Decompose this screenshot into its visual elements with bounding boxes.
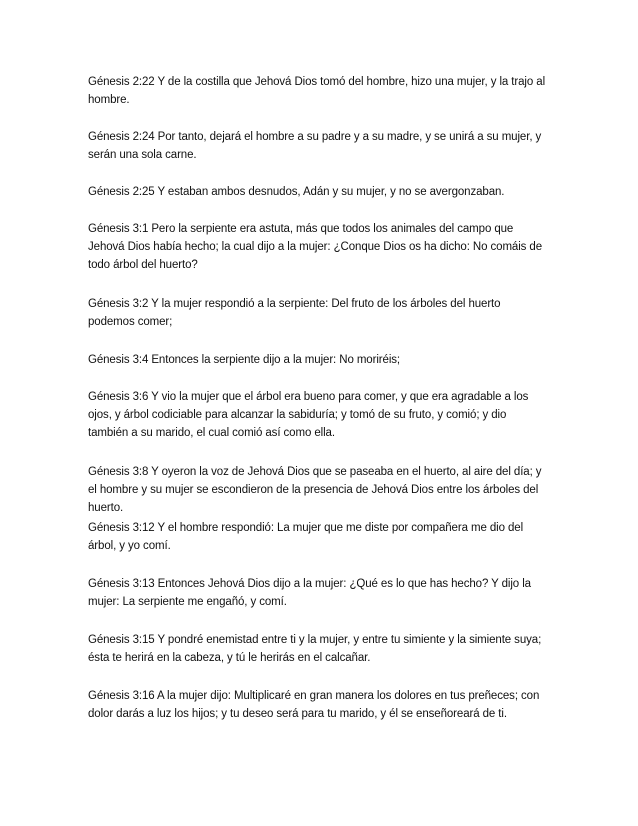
verse-genesis-3-4: Génesis 3:4 Entonces la serpiente dijo a la mujer: No moriréis; — [88, 354, 401, 366]
verse-genesis-2-22: Génesis 2:22 Y de la costilla que Jehová Dios tomó del hombre, hizo una mujer, y la trajo al hombre. — [88, 76, 546, 106]
verse-genesis-3-12: Génesis 3:12 Y el hombre respondió: La mujer que me diste por compañera me dio del árbol, y yo comí. — [88, 522, 524, 552]
verse-genesis-3-2: Génesis 3:2 Y la mujer respondió a la serpiente: Del fruto de los árboles del huerto podemos comer; — [88, 298, 501, 328]
verse-genesis-2-25: Génesis 2:25 Y estaban ambos desnudos, Adán y su mujer, y no se avergonzaban. — [88, 186, 505, 198]
verse-genesis-3-6: Génesis 3:6 Y vio la mujer que el árbol era bueno para comer, y que era agradable a los ojos, y árbol codiciable para alcanzar la sabiduría; y tomó de su fruto, y comió; y dio también a su marido, el cual comió así como ella. — [88, 391, 529, 439]
verse-genesis-3-13: Génesis 3:13 Entonces Jehová Dios dijo a la mujer: ¿Qué es lo que has hecho? Y dijo la mujer: La serpiente me engañó, y comí. — [88, 578, 531, 608]
verse-genesis-3-16: Génesis 3:16 A la mujer dijo: Multiplicaré en gran manera los dolores en tus preñeces; con dolor darás a luz los hijos; y tu deseo será para tu marido, y él se enseñoreará de ti. — [88, 690, 540, 720]
verse-genesis-3-8: Génesis 3:8 Y oyeron la voz de Jehová Dios que se paseaba en el huerto, al aire del día; y el hombre y su mujer se escondieron de la presencia de Jehová Dios entre los árboles del huerto. — [88, 466, 542, 514]
verse-genesis-2-24: Génesis 2:24 Por tanto, dejará el hombre a su padre y a su madre, y se unirá a su mujer, y serán una sola carne. — [88, 131, 542, 161]
verse-genesis-3-1: Génesis 3:1 Pero la serpiente era astuta, más que todos los animales del campo que Jehová Dios había hecho; la cual dijo a la mujer: ¿Conque Dios os ha dicho: No comáis de todo árbol del huerto? — [88, 223, 543, 271]
verse-genesis-3-15: Génesis 3:15 Y pondré enemistad entre ti y la mujer, y entre tu simiente y la simiente suya; ésta te herirá en la cabeza, y tú le herirás en el calcañar. — [88, 634, 542, 664]
